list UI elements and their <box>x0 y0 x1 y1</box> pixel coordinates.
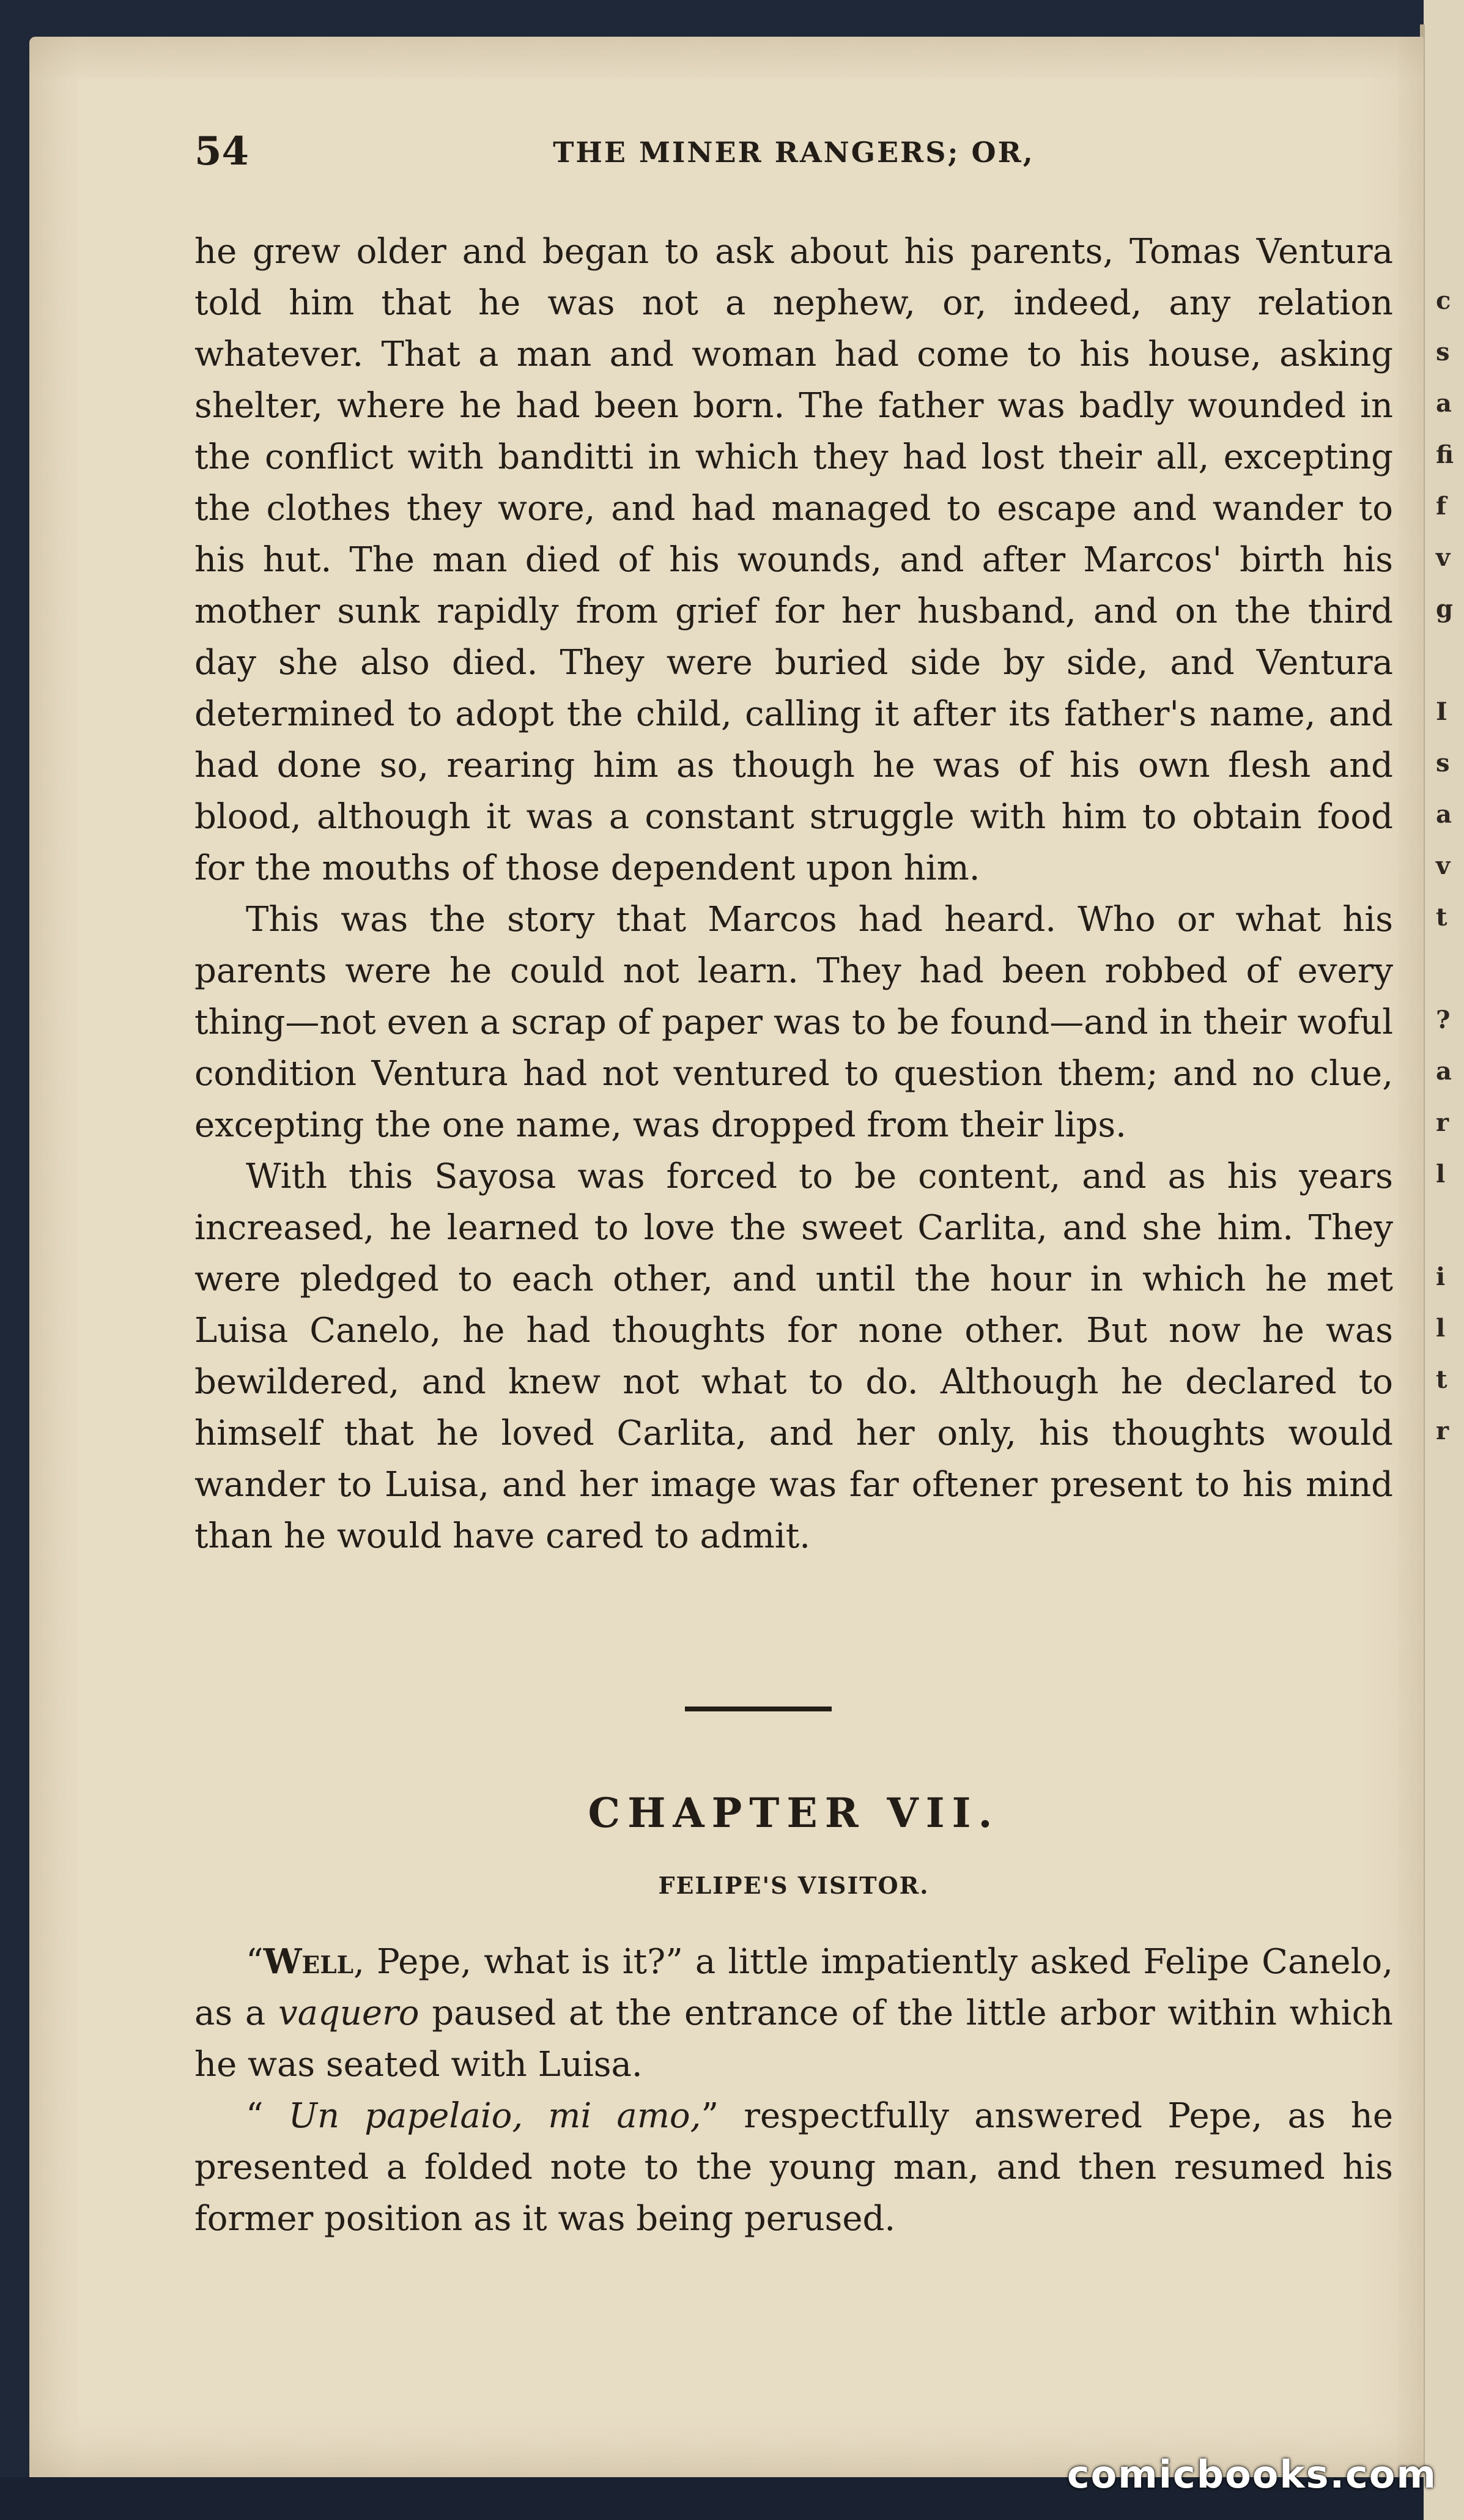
paragraph <box>194 2091 1393 2245</box>
facing-letter: f <box>1436 492 1447 521</box>
chapter-subtitle: FELIPE'S VISITOR. <box>658 1872 930 1899</box>
facing-letter: v <box>1436 543 1451 572</box>
body-text <box>194 226 1393 1562</box>
page-number: 54 <box>194 128 250 174</box>
italic-word: vaquero <box>278 1993 420 2033</box>
facing-letter: s <box>1436 749 1450 777</box>
facing-letter: a <box>1436 1057 1452 1086</box>
facing-letter: g <box>1436 595 1453 623</box>
section-divider-rule <box>685 1707 832 1711</box>
facing-letter: a <box>1436 389 1452 418</box>
opening-word: Well <box>263 1941 354 1982</box>
site-watermark: comicbooks.com <box>1067 2452 1437 2497</box>
paragraph: With this Sayosa was forced to be content, and as his years increased, he learned to love the sweet Carlita, and she him. They were pledged to each other, and until the hour in which he met Luisa Canelo, he had thoughts for none other. But now he was bewildered, and knew not what to do. Although he declared to himself that he loved Carlita, and her only, his thoughts would wander to Luisa, and her image was far oftener present to his mind than he would have cared to admit. <box>194 1157 1393 1556</box>
text-run: , Pepe, what is it?” a little impatiently asked Felipe Canelo, as a <box>194 1942 1393 2033</box>
facing-letter: v <box>1436 851 1451 880</box>
facing-letter: l <box>1436 1160 1446 1188</box>
facing-letter: i <box>1436 1262 1446 1291</box>
facing-letter: s <box>1436 338 1450 366</box>
running-title: THE MINER RANGERS; OR, <box>553 136 1035 169</box>
chapter-body-text <box>194 1936 1393 2245</box>
facing-letter: r <box>1436 1417 1449 1445</box>
text-run: ” respectfully answered Pepe, as he presented a folded note to the young man, and then resumed his former position as it was being perused. <box>194 2096 1393 2239</box>
quote-mark: “ <box>246 2096 289 2136</box>
facing-page-letters <box>1436 275 1460 1457</box>
facing-letter: I <box>1436 697 1447 726</box>
facing-letter: l <box>1436 1314 1446 1343</box>
facing-letter: c <box>1436 286 1451 315</box>
page-header <box>194 128 1393 177</box>
paragraph <box>194 1936 1393 2091</box>
facing-letter <box>1436 943 1460 995</box>
text-run: paused at the entrance of the little arbor within which he was seated with Luisa. <box>194 1993 1393 2085</box>
chapter-heading: CHAPTER VII. <box>588 1789 1000 1837</box>
facing-letter: a <box>1436 800 1452 829</box>
quote-mark: “ <box>246 1942 264 1982</box>
facing-letter <box>1436 1200 1460 1251</box>
paragraph: he grew older and began to ask about his parents, Tomas Ventura told him that he was not a nephew, or, indeed, any relation whatever. That a man and woman had come to his house, asking shelter, where he had been born. The father was badly wounded in the conflict with banditti in which they had lost their all, excepting the clothes they wore, and had managed to escape and wander to his hut. The man died of his wounds, and after Marcos' birth his mother sunk rapidly from grief for her husband, and on the third day she also died. They were buried side by side, and Ventura determined to adopt the child, calling it after its father's name, and had done so, rearing him as though he was of his own flesh and blood, although it was a constant struggle with him to obtain food for the mouths of those dependent upon him. <box>194 232 1393 888</box>
paragraph: This was the story that Marcos had heard. Who or what his parents were he could not learn. They had been robbed of every thing—not even a scrap of paper was to be found—and in their woful condition Ventura had not ventured to question them; and no clue, excepting the one name, was dropped from their lips. <box>194 900 1393 1145</box>
facing-letter <box>1436 635 1460 686</box>
facing-letter: ? <box>1436 1006 1451 1034</box>
facing-letter: r <box>1436 1108 1449 1137</box>
facing-letter: t <box>1436 1365 1447 1394</box>
italic-phrase: Un papelaio, mi amo, <box>288 2096 701 2136</box>
facing-letter: t <box>1436 903 1447 932</box>
facing-letter: fi <box>1436 440 1454 469</box>
